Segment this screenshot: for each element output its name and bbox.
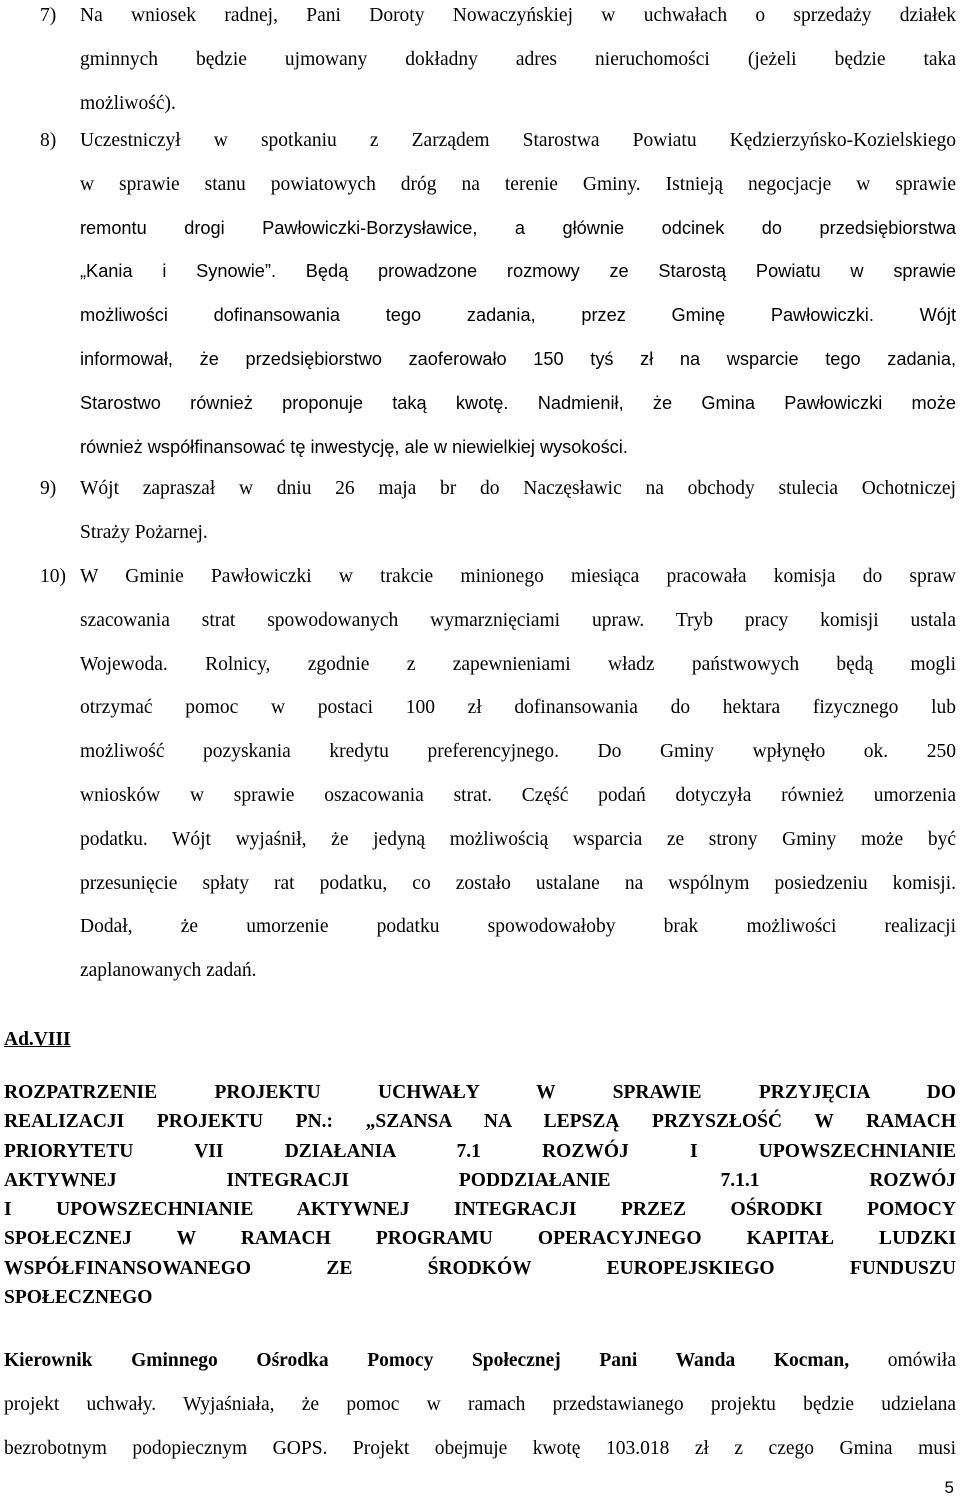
- item-body: [80, 555, 956, 993]
- text-line: otrzymać pomoc w postaci 100 zł dofinansowania do hektara fizycznego lub: [80, 697, 956, 719]
- text-line: możliwość pozyskania kredytu preferencyjnego. Do Gminy wpłynęło ok. 250: [80, 741, 956, 763]
- page-number: 5: [944, 1478, 954, 1497]
- list-item-10: [40, 555, 956, 993]
- text-line: bezrobotnym podopiecznym GOPS. Projekt obejmuje kwotę 103.018 zł z czego Gmina musi: [4, 1437, 956, 1459]
- text-line: w sprawie stanu powiatowych dróg na terenie Gminy. Istnieją negocjacje w sprawie: [80, 173, 956, 195]
- title-line: AKTYWNEJ INTEGRACJI PODDZIAŁANIE 7.1.1 ROZWÓJ: [4, 1169, 956, 1191]
- text-fragment: omówiła: [849, 1350, 956, 1371]
- text-line: możliwość).: [80, 92, 176, 114]
- text-line: [4, 1339, 956, 1383]
- text-line: przesunięcie spłaty rat podatku, co zostało ustalane na wspólnym posiedzeniu komisji.: [80, 872, 956, 894]
- item-number: 8): [40, 130, 57, 151]
- list-item-9: [40, 467, 956, 555]
- item-body: [80, 119, 956, 469]
- item-number: 10): [40, 566, 66, 587]
- text-line: informował, że przedsiębiorstwo zaoferowało 150 tyś zł na wsparcie tego zadania,: [80, 348, 956, 369]
- item-number: 9): [40, 478, 57, 499]
- text-line: Dodał, że umorzenie podatku spowodowałoby brak możliwości realizacji: [80, 916, 956, 938]
- title-line: ROZPATRZENIE PROJEKTU UCHWAŁY W SPRAWIE PRZYJĘCIA DO: [4, 1082, 956, 1103]
- text-line: gminnych będzie ujmowany dokładny adres nieruchomości (jeżeli będzie taka: [80, 48, 956, 70]
- text-line: „Kania i Synowie”. Będą prowadzone rozmowy ze Starostą Powiatu w sprawie: [80, 261, 956, 282]
- item-body: [80, 0, 956, 125]
- title-line: PRIORYTETU VII DZIAŁANIA 7.1 ROZWÓJ I UPOWSZECHNIANIE: [4, 1140, 956, 1162]
- title-line: SPOŁECZNEJ W RAMACH PROGRAMU OPERACYJNEGO KAPITAŁ LUDZKI: [4, 1228, 956, 1250]
- text-line: Starostwo również proponuje taką kwotę. Nadmienił, że Gmina Pawłowiczki może: [80, 392, 956, 413]
- text-line: Straży Pożarnej.: [80, 521, 208, 543]
- text-line: Na wniosek radnej, Pani Doroty Nowaczyńskiej w uchwałach o sprzedaży działek: [80, 5, 956, 26]
- list-item-8: [40, 119, 956, 469]
- text-line: wniosków w sprawie oszacowania strat. Część podań dotyczyła również umorzenia: [80, 784, 956, 806]
- title-line: SPOŁECZNEGO: [4, 1287, 153, 1309]
- list-item-7: [40, 0, 956, 125]
- title-line: REALIZACJI PROJEKTU PN.: „SZANSA NA LEPSZĄ PRZYSZŁOŚĆ W RAMACH: [4, 1111, 956, 1133]
- item-number: 7): [40, 5, 57, 26]
- speaker-name: Kierownik Gminnego Ośrodka Pomocy Społecznej Pani Wanda Kocman,: [4, 1350, 850, 1371]
- text-line: W Gminie Pawłowiczki w trakcie minionego miesiąca pracowała komisja do spraw: [80, 566, 956, 587]
- title-line: I UPOWSZECHNIANIE AKTYWNEJ INTEGRACJI PRZEZ OŚRODKI POMOCY: [4, 1199, 956, 1221]
- text-line: możliwości dofinansowania tego zadania, przez Gminę Pawłowiczki. Wójt: [80, 305, 956, 326]
- text-line: Uczestniczył w spotkaniu z Zarządem Starostwa Powiatu Kędzierzyńsko-Kozielskiego: [80, 130, 956, 151]
- text-line: również współfinansować tę inwestycję, ale w niewielkiej wysokości.: [80, 436, 628, 457]
- text-line: projekt uchwały. Wyjaśniała, że pomoc w ramach przedstawianego projektu będzie udzielana: [4, 1393, 956, 1415]
- item-body: [80, 467, 956, 555]
- text-line: remontu drogi Pawłowiczki-Borzysławice, a głównie odcinek do przedsiębiorstwa: [80, 217, 956, 238]
- body-paragraph: [4, 1339, 956, 1470]
- text-line: Wójt zapraszał w dniu 26 maja br do Naczęsławic na obchody stulecia Ochotniczej: [80, 478, 956, 499]
- title-line: WSPÓŁFINANSOWANEGO ZE ŚRODKÓW EUROPEJSKIEGO FUNDUSZU: [4, 1257, 956, 1279]
- text-line: szacowania strat spowodowanych wymarznięciami upraw. Tryb pracy komisji ustala: [80, 609, 956, 631]
- text-line: Wojewoda. Rolnicy, zgodnie z zapewnieniami władz państwowych będą mogli: [80, 653, 956, 675]
- section-label: Ad.VIII: [4, 1029, 71, 1050]
- section-title: [4, 1078, 956, 1312]
- text-line: zaplanowanych zadań.: [80, 960, 257, 982]
- text-line: podatku. Wójt wyjaśnił, że jedyną możliwością wsparcia ze strony Gminy może być: [80, 828, 956, 850]
